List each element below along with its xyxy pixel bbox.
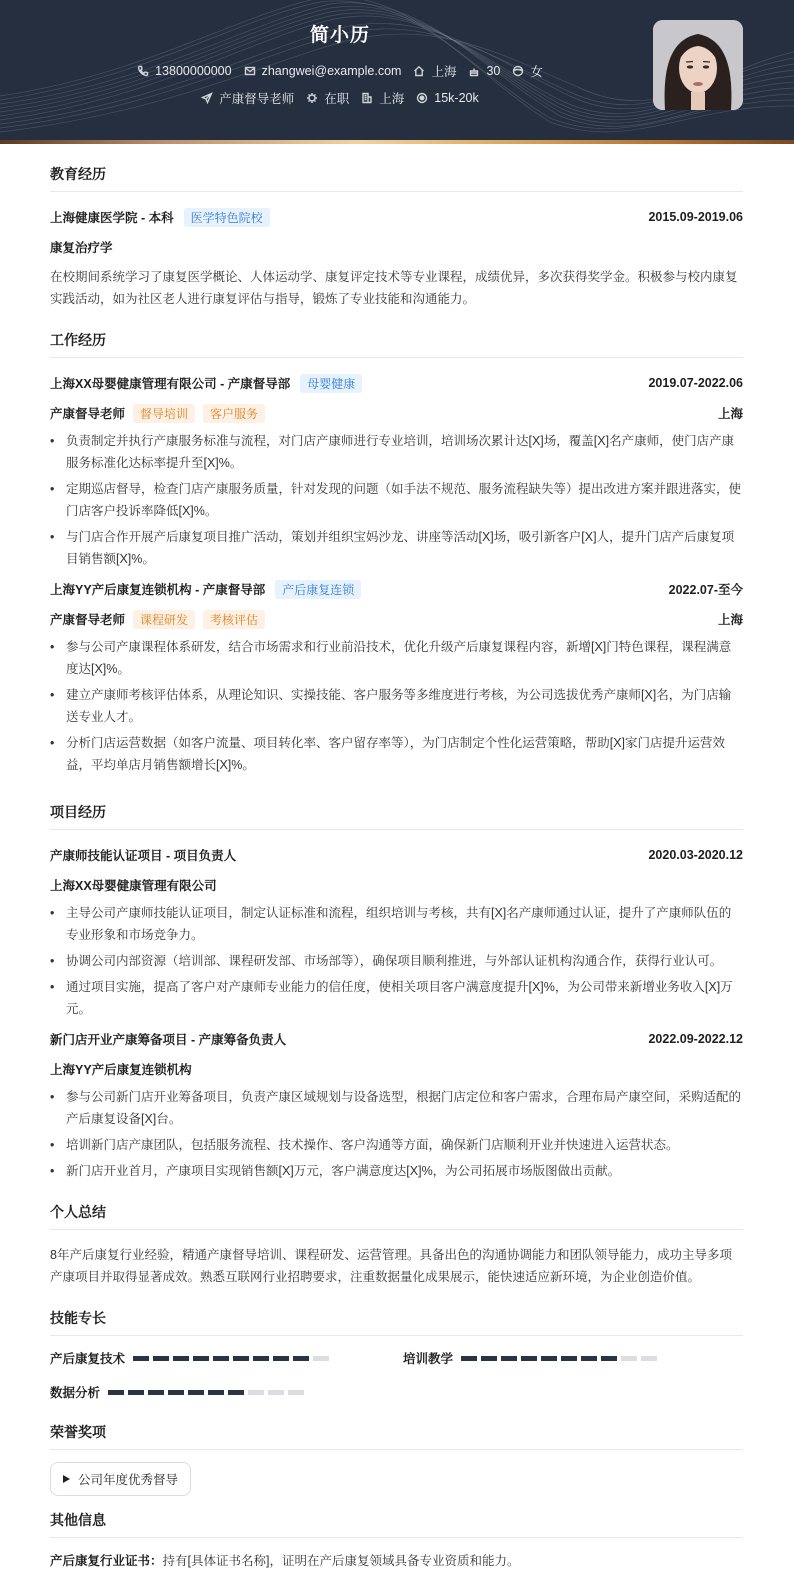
section-title: 技能专长 [50, 1308, 743, 1336]
project-org: 上海XX母婴健康管理有限公司 [50, 879, 217, 893]
skill-item [50, 1348, 403, 1368]
role-tag: 考核评估 [203, 610, 265, 629]
major-row [50, 238, 743, 256]
list-item: • 分析门店运营数据（如客户流量、项目转化率、客户留存率等），为门店制定个性化运营策略，帮助[X]家门店提升运营效益，平均单店月销售额增长[X]%。 [50, 732, 743, 776]
skill-segment [213, 1356, 229, 1361]
header-accent-strip [0, 140, 794, 144]
gender-icon [512, 65, 524, 77]
work-location: 上海 [717, 613, 743, 627]
section-title: 其他信息 [50, 1510, 743, 1538]
education-entry-header [50, 208, 743, 226]
honor-item[interactable] [50, 1462, 191, 1496]
section-title: 教育经历 [50, 164, 743, 192]
skill-segment [461, 1356, 477, 1361]
education-description: 在校期间系统学习了康复医学概论、人体运动学、康复评定技术等专业课程，成绩优异，多次获得奖学金。积极参与校内康复实践活动，如为社区老人进行康复评估与指导，锻炼了专业技能和沟通能力。 [50, 270, 738, 306]
cake-icon [468, 65, 480, 77]
skill-segment [541, 1356, 557, 1361]
send-icon [201, 92, 213, 104]
skill-segment [288, 1390, 304, 1395]
role-title: 产康督导老师 [50, 407, 126, 421]
skill-segment [173, 1356, 189, 1361]
education-section [50, 164, 743, 310]
skill-segment [641, 1356, 657, 1361]
phone-icon [137, 65, 149, 77]
target-position: 产康督导老师 [201, 89, 294, 107]
contact-age: 30 [468, 64, 500, 78]
list-item: • 定期巡店督导，检查门店产康服务质量，针对发现的问题（如手法不规范、服务流程缺失等）提出改进方案并跟进落实，使门店客户投诉率降低[X]%。 [50, 478, 743, 522]
other-section [50, 1510, 743, 1572]
skill-segment [233, 1356, 249, 1361]
list-item: • 建立产康师考核评估体系，从理论知识、实操技能、客户服务等多维度进行考核，为公司选拔优秀产康师[X]名，为门店输送专业人才。 [50, 684, 743, 728]
home-icon [413, 65, 425, 77]
company-name: 上海XX母婴健康管理有限公司 - 产康督导部 [50, 377, 291, 391]
other-label: 产后康复行业证书： [50, 1554, 163, 1568]
role-row [50, 610, 743, 628]
skill-segment [228, 1390, 244, 1395]
project-bullets [50, 902, 743, 1020]
skill-segment [561, 1356, 577, 1361]
triangle-right-icon [63, 1475, 70, 1483]
contact-gender: 女 [512, 62, 543, 80]
contact-city: 上海 [413, 62, 456, 80]
skill-segment [273, 1356, 289, 1361]
expected-salary: 15k-20k [416, 91, 478, 105]
skill-item [403, 1348, 743, 1368]
skill-segment [253, 1356, 269, 1361]
education-date: 2015.09-2019.06 [648, 210, 743, 224]
major: 康复治疗学 [50, 241, 113, 255]
candidate-name: 简小历 [309, 25, 370, 46]
skill-segment [133, 1356, 149, 1361]
honor-label: 公司年度优秀督导 [78, 1473, 179, 1487]
project-entry [50, 1030, 743, 1182]
company-name: 上海YY产后康复连锁机构 - 产康督导部 [50, 583, 266, 597]
skill-segment [481, 1356, 497, 1361]
project-entry-header [50, 1030, 743, 1048]
list-item: • 主导公司产康师技能认证项目，制定认证标准和流程，组织培训与考核，共有[X]名产康师通过认证，提升了产康师队伍的专业形象和市场竞争力。 [50, 902, 743, 946]
skill-segment [248, 1390, 264, 1395]
skill-name: 培训教学 [403, 1352, 454, 1366]
status-icon [306, 92, 318, 104]
building-icon [361, 92, 373, 104]
skill-segment [208, 1390, 224, 1395]
list-item: • 参与公司新门店开业筹备项目，负责产康区域规划与设备选型，根据门店定位和客户需求，合理布局产康空间，采购适配的产后康复设备[X]台。 [50, 1086, 743, 1130]
work-location: 上海 [717, 407, 743, 421]
skill-segment [153, 1356, 169, 1361]
list-item: • 参与公司产康课程体系研发，结合市场需求和行业前沿技术，优化升级产后康复课程内容，新增[X]门特色课程，课程满意度达[X]%。 [50, 636, 743, 680]
industry-tag: 产后康复连锁 [275, 580, 361, 599]
work-date: 2022.07-至今 [668, 583, 743, 597]
role-title: 产康督导老师 [50, 613, 126, 627]
skill-segment [521, 1356, 537, 1361]
work-entry [50, 580, 743, 776]
skill-level-bar [108, 1390, 304, 1395]
section-title: 项目经历 [50, 802, 743, 830]
project-date: 2020.03-2020.12 [648, 848, 743, 862]
skill-segment [293, 1356, 309, 1361]
skills-grid [50, 1348, 743, 1402]
skill-name: 产后康复技术 [50, 1352, 126, 1366]
target-city: 上海 [361, 89, 404, 107]
work-bullets [50, 430, 743, 570]
contact-phone: 13800000000 [137, 64, 231, 78]
section-title: 工作经历 [50, 330, 743, 358]
skill-name: 数据分析 [50, 1386, 101, 1400]
skills-section [50, 1308, 743, 1402]
portrait-image [653, 20, 743, 110]
contact-row-2 [0, 89, 680, 107]
skill-segment [313, 1356, 329, 1361]
skill-segment [168, 1390, 184, 1395]
project-bullets [50, 1086, 743, 1182]
role-tag: 客户服务 [203, 404, 265, 423]
salary-icon [416, 92, 428, 104]
work-date: 2019.07-2022.06 [648, 376, 743, 390]
project-date: 2022.09-2022.12 [648, 1032, 743, 1046]
list-item: • 与门店合作开展产后康复项目推广活动，策划并组织宝妈沙龙、讲座等活动[X]场，吸引新客户[X]人，提升门店产后康复项目销售额[X]%。 [50, 526, 743, 570]
contact-email: zhangwei@example.com [244, 64, 402, 78]
project-org: 上海YY产后康复连锁机构 [50, 1063, 192, 1077]
contact-row-1 [0, 62, 680, 80]
skill-item [50, 1382, 403, 1402]
resume-body [0, 164, 794, 1572]
skill-segment [601, 1356, 617, 1361]
skill-level-bar [461, 1356, 657, 1361]
skill-segment [188, 1390, 204, 1395]
summary-section [50, 1202, 743, 1288]
skill-segment [148, 1390, 164, 1395]
project-entry-header [50, 846, 743, 864]
work-bullets [50, 636, 743, 776]
list-item: • 协调公司内部资源（培训部、课程研发部、市场部等），确保项目顺利推进，与外部认证机构沟通合作，获得行业认可。 [50, 950, 743, 972]
work-entry-header [50, 374, 743, 392]
role-tag: 督导培训 [133, 404, 195, 423]
role-tag: 课程研发 [133, 610, 195, 629]
list-item: • 培训新门店产康团队，包括服务流程、技术操作、客户沟通等方面，确保新门店顺利开业并快速进入运营状态。 [50, 1134, 743, 1156]
work-entry-header [50, 580, 743, 598]
section-title: 荣誉奖项 [50, 1422, 743, 1450]
project-org-row [50, 1060, 743, 1078]
school-name: 上海健康医学院 - 本科 [50, 211, 174, 225]
school-tag: 医学特色院校 [184, 208, 270, 227]
avatar [653, 20, 743, 110]
projects-section [50, 802, 743, 1182]
project-name: 产康师技能认证项目 - 项目负责人 [50, 849, 237, 863]
list-item: • 通过项目实施，提高了客户对产康师专业能力的信任度，使相关项目客户满意度提升[X]%，为公司带来新增业务收入[X]万元。 [50, 976, 743, 1020]
skill-segment [128, 1390, 144, 1395]
mail-icon [244, 65, 256, 77]
skill-level-bar [133, 1356, 329, 1361]
resume-header [0, 0, 794, 140]
honors-section [50, 1422, 743, 1496]
work-section [50, 330, 743, 776]
skill-segment [268, 1390, 284, 1395]
role-row [50, 404, 743, 422]
industry-tag: 母婴健康 [300, 374, 362, 393]
list-item: • 负责制定并执行产康服务标准与流程，对门店产康师进行专业培训，培训场次累计达[X]场，覆盖[X]名产康师，使门店产康服务标准化达标率提升至[X]%。 [50, 430, 743, 474]
work-entry [50, 374, 743, 570]
skill-segment [108, 1390, 124, 1395]
project-org-row [50, 876, 743, 894]
section-title: 个人总结 [50, 1202, 743, 1230]
project-name: 新门店开业产康筹备项目 - 产康筹备负责人 [50, 1033, 287, 1047]
job-status: 在职 [306, 89, 349, 107]
list-item: • 新门店开业首月，产康项目实现销售额[X]万元，客户满意度达[X]%，为公司拓展市场版图做出贡献。 [50, 1160, 743, 1182]
skill-segment [193, 1356, 209, 1361]
skill-segment [581, 1356, 597, 1361]
project-entry [50, 846, 743, 1020]
skill-segment [621, 1356, 637, 1361]
skill-segment [501, 1356, 517, 1361]
other-text: 持有[具体证书名称]，证明在产后康复领域具备专业资质和能力。 [162, 1554, 520, 1568]
summary-text: 8年产后康复行业经验，精通产康督导培训、课程研发、运营管理。具备出色的沟通协调能力和团队领导能力，成功主导多项产康项目并取得显著成效。熟悉互联网行业招聘要求，注重数据量化成果展示，能快速适应新环境，为企业创造价值。 [50, 1248, 732, 1284]
